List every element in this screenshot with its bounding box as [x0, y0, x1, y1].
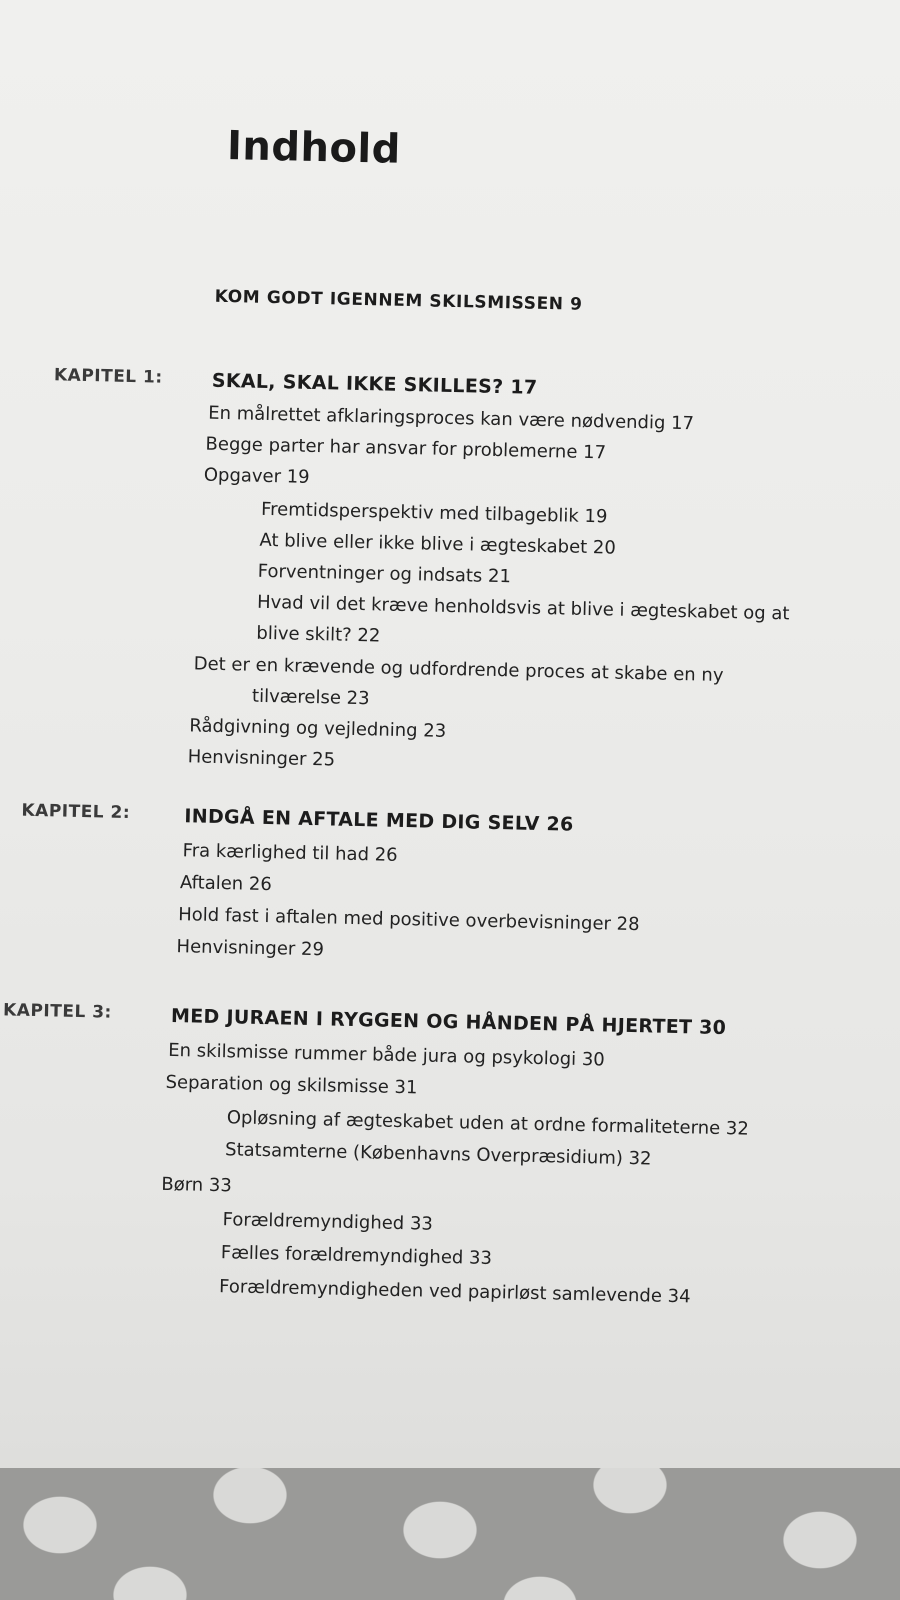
toc-entry: En skilsmisse rummer både jura og psykologi 30 — [168, 1039, 605, 1071]
intro-entry: KOM GODT IGENNEM SKILSMISSEN 9 — [214, 286, 583, 315]
tablecloth-background — [0, 1455, 900, 1600]
chapter-3-label: KAPITEL 3: — [2, 1000, 113, 1023]
toc-subentry: Forældremyndighed 33 — [222, 1209, 434, 1235]
toc-entry-continuation: tilværelse 23 — [251, 685, 370, 710]
toc-entry: Separation og skilsmisse 31 — [165, 1071, 418, 1099]
toc-entry: Henvisninger 25 — [187, 746, 336, 771]
toc-subentry-continuation: blive skilt? 22 — [256, 622, 381, 647]
toc-entry: En målrettet afklaringsproces kan være nødvendig 17 — [207, 402, 695, 435]
toc-entry: Børn 33 — [161, 1173, 233, 1197]
chapter-1-label: KAPITEL 1: — [53, 365, 163, 388]
toc-entry: Henvisninger 29 — [176, 936, 325, 961]
chapter-1-title: SKAL, SKAL IKKE SKILLES? 17 — [211, 369, 538, 399]
toc-subentry: Fælles forældremyndighed 33 — [220, 1242, 493, 1270]
toc-subentry: Forventninger og indsats 21 — [257, 560, 512, 588]
toc-subentry: Opløsning af ægteskabet uden at ordne formaliteterne 32 — [226, 1107, 750, 1140]
toc-entry: Fra kærlighed til had 26 — [182, 840, 398, 866]
toc-entry: Det er en krævende og udfordrende proces at skabe en ny — [193, 653, 724, 686]
toc-subentry: Forældremyndigheden ved papirløst samlevende 34 — [218, 1276, 691, 1308]
toc-entry: Begge parter har ansvar for problemerne 17 — [205, 433, 607, 464]
toc-subentry: Fremtidsperspektiv med tilbageblik 19 — [260, 498, 608, 528]
chapter-3-title: MED JURAEN I RYGGEN OG HÅNDEN PÅ HJERTET 30 — [170, 1004, 727, 1040]
page-title: Indhold — [226, 123, 402, 173]
toc-entry: Aftalen 26 — [179, 872, 273, 896]
toc-subentry: Hvad vil det kræve henholdsvis at blive i ægteskabet og at — [256, 591, 790, 625]
toc-entry: Hold fast i aftalen med positive overbevisninger 28 — [178, 904, 640, 936]
toc-subentry: At blive eller ikke blive i ægteskabet 20 — [259, 529, 617, 559]
toc-entry: Rådgivning og vejledning 23 — [189, 715, 447, 742]
toc-subentry: Statsamterne (Københavns Overpræsidium) 32 — [224, 1139, 652, 1170]
chapter-2-label: KAPITEL 2: — [21, 800, 131, 824]
toc-entry: Opgaver 19 — [203, 464, 310, 488]
chapter-2-title: INDGÅ EN AFTALE MED DIG SELV 26 — [184, 805, 574, 836]
